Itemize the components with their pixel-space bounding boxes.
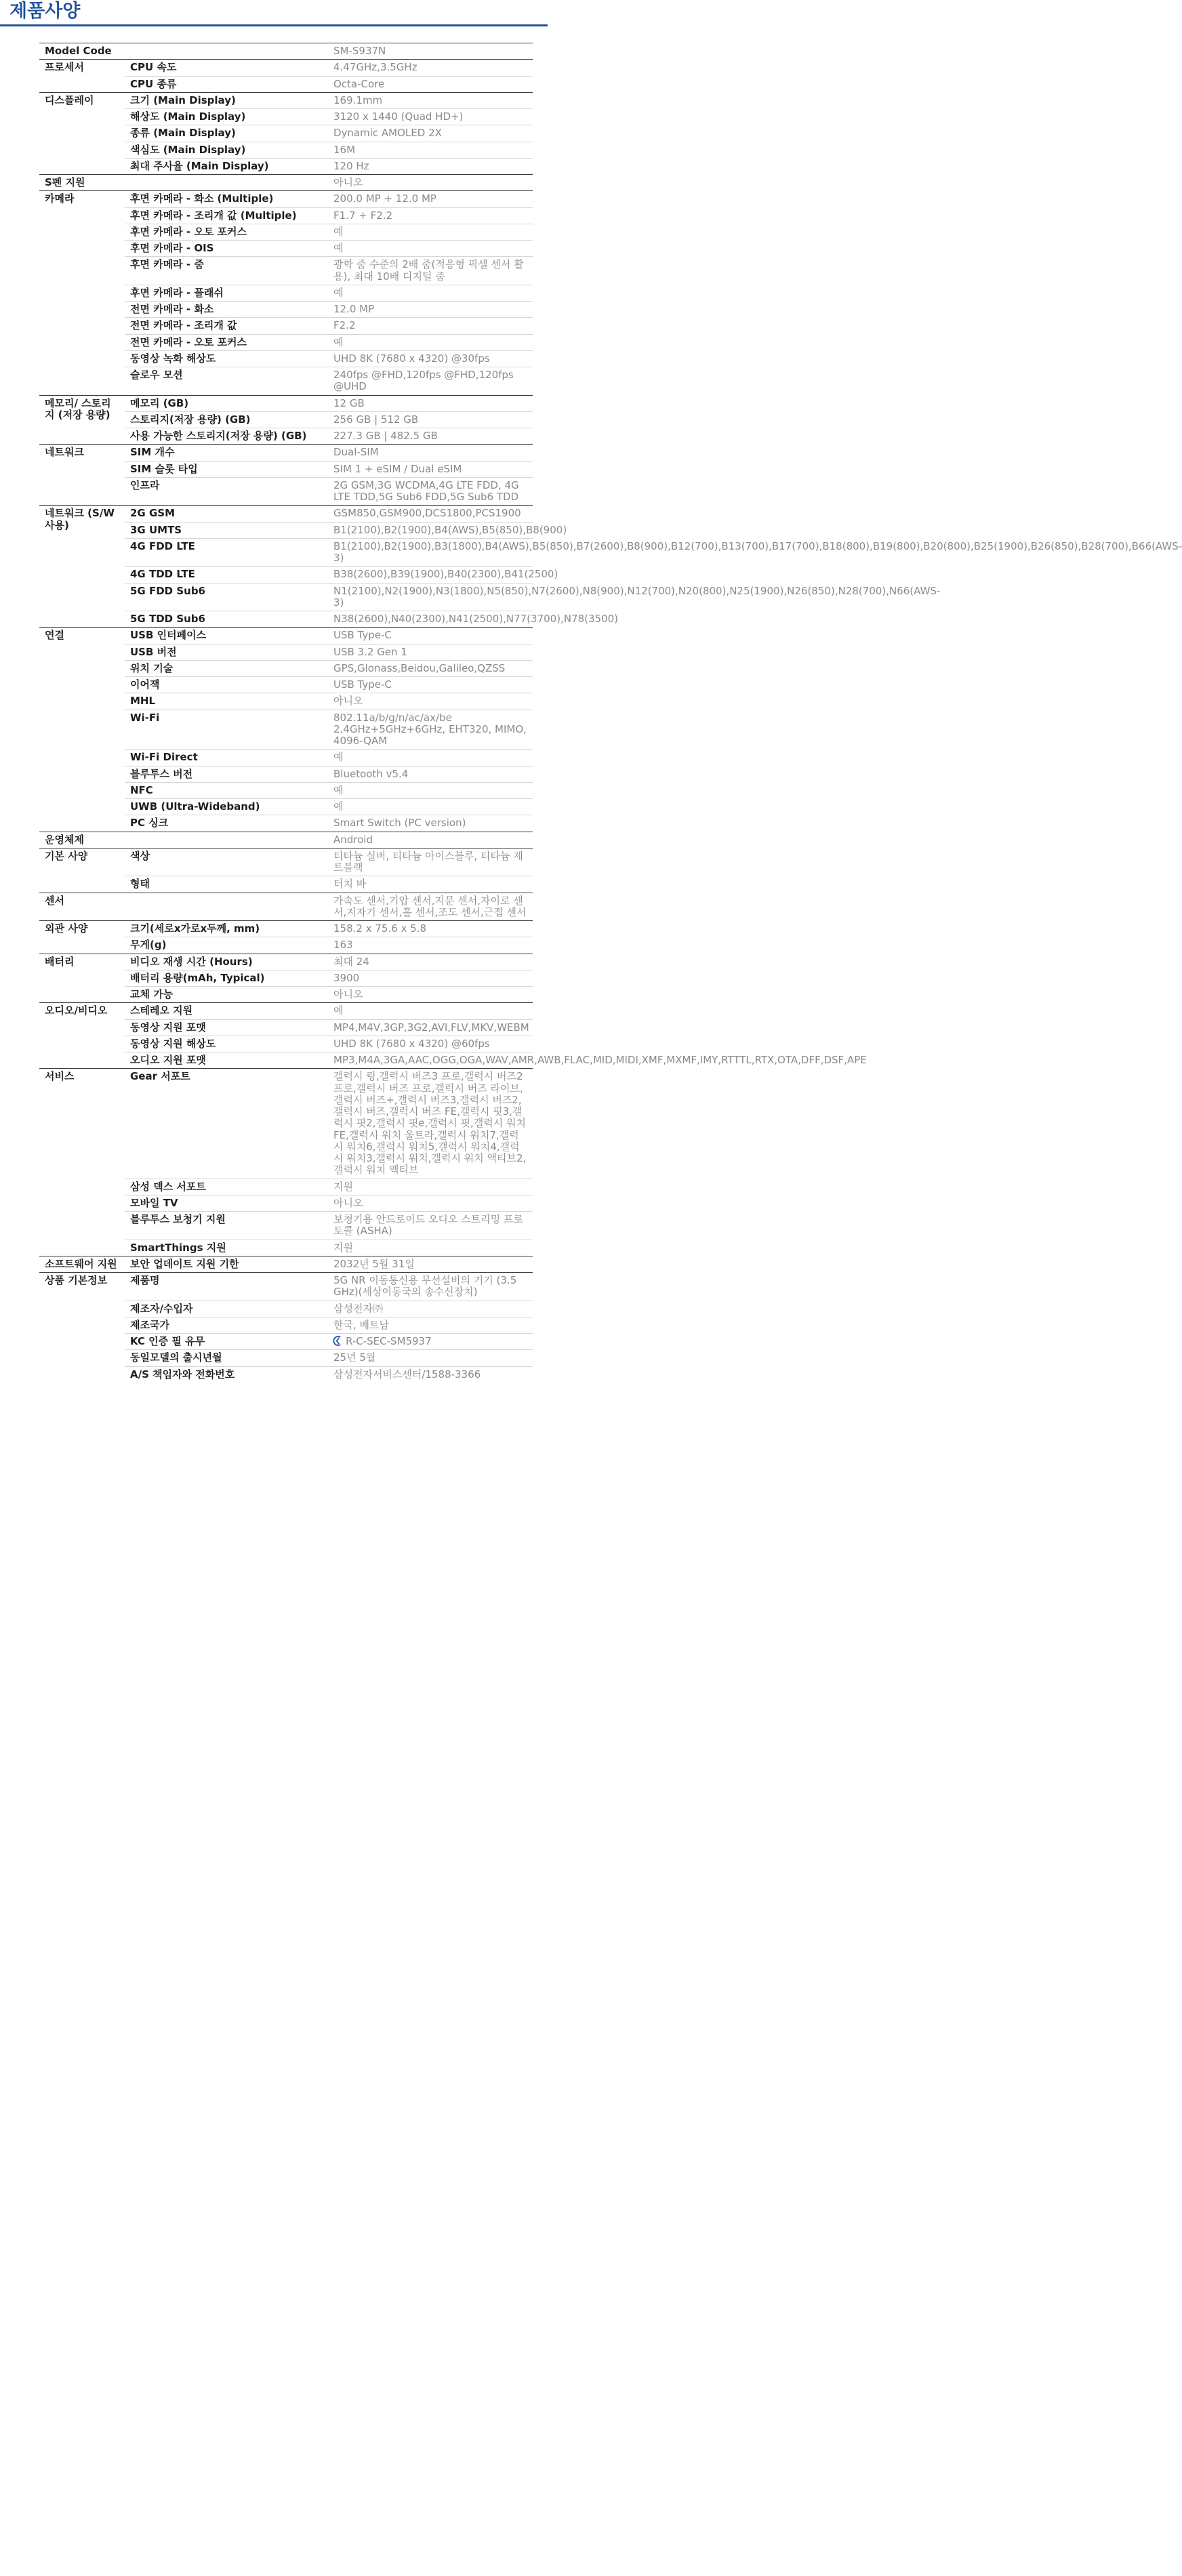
spec-category: 기본 사양 xyxy=(39,848,125,893)
spec-value: B38(2600),B39(1900),B40(2300),B41(2500) xyxy=(328,567,533,583)
spec-label: 후면 카메라 - 오토 포커스 xyxy=(125,224,328,240)
spec-label: 크기 (Main Display) xyxy=(125,92,328,108)
spec-label: 교체 가능 xyxy=(130,988,174,1000)
spec-category: 네트워크 xyxy=(39,445,125,506)
spec-value: 삼성전자㈜ xyxy=(328,1301,533,1317)
spec-label xyxy=(125,43,328,60)
spec-label xyxy=(125,893,328,921)
spec-label: 최대 주사율 (Main Display) xyxy=(130,159,269,172)
spec-label: 색상 xyxy=(125,848,328,876)
spec-label: 동영상 지원 해상도 xyxy=(125,1036,328,1052)
spec-label: CPU 속도 xyxy=(125,60,328,76)
spec-value: 가속도 센서,기압 센서,지문 센서,자이로 센서,지자기 센서,홀 센서,조도 센서,근접 센서 xyxy=(328,893,533,921)
spec-row xyxy=(39,628,533,644)
spec-value: 2032년 5월 31일 xyxy=(328,1256,533,1272)
spec-label: SmartThings 지원 xyxy=(130,1241,226,1254)
spec-label: 오디오 지원 포맷 xyxy=(130,1054,206,1066)
spec-value: SIM 1 + eSIM / Dual eSIM xyxy=(328,461,533,477)
spec-value: 200.0 MP + 12.0 MP xyxy=(328,191,533,207)
spec-value: 240fps @FHD,120fps @FHD,120fps @UHD xyxy=(333,369,514,393)
spec-label: 제품명 xyxy=(125,1273,328,1301)
spec-row xyxy=(39,60,533,76)
spec-label: 후면 카메라 - 플래쉬 xyxy=(125,285,328,301)
spec-value: Dual-SIM xyxy=(328,445,533,461)
spec-value: 120 Hz xyxy=(333,159,369,172)
spec-value: 예 xyxy=(328,799,533,815)
spec-value: F1.7 + F2.2 xyxy=(328,207,533,224)
spec-value: USB 3.2 Gen 1 xyxy=(328,644,533,660)
spec-label: KC 인증 필 유무 xyxy=(125,1334,328,1350)
spec-value: USB Type-C xyxy=(328,677,533,693)
spec-row xyxy=(39,43,533,60)
spec-label: 블루투스 버전 xyxy=(125,766,328,782)
spec-label: 사용 가능한 스토리지(저장 용량) (GB) xyxy=(130,430,307,442)
spec-value: 256 GB | 512 GB xyxy=(328,411,533,428)
spec-value: 3120 x 1440 (Quad HD+) xyxy=(328,109,533,125)
kc-certification-icon xyxy=(333,1336,344,1346)
spec-category: 카메라 xyxy=(39,191,125,395)
spec-category: 디스플레이 xyxy=(39,92,125,174)
spec-value: Bluetooth v5.4 xyxy=(328,766,533,782)
spec-label: 삼성 덱스 서포트 xyxy=(125,1179,328,1195)
spec-value: UHD 8K (7680 x 4320) @30fps xyxy=(328,350,533,367)
spec-row xyxy=(39,445,533,461)
spec-value: B1(2100),B2(1900),B3(1800),B4(AWS),B5(850),B7(2600),B8(900),B12(700),B13(700),B17(700),B18(800),B19(800),B20(800),B25(1900),B26(850),B28(700),B66(AWS-3) xyxy=(328,538,533,567)
spec-value: 예 xyxy=(328,241,533,257)
spec-value: 예 xyxy=(328,782,533,798)
spec-category: 프로세서 xyxy=(39,60,125,93)
spec-value: 보청기용 안드로이드 오디오 스트리밍 프로토콜 (ASHA) xyxy=(328,1212,533,1240)
spec-value: 지원 xyxy=(328,1179,533,1195)
spec-category: 서비스 xyxy=(39,1069,125,1256)
spec-value: UHD 8K (7680 x 4320) @60fps xyxy=(328,1036,533,1052)
spec-row xyxy=(39,1256,533,1272)
spec-value: 예 xyxy=(328,1003,533,1019)
spec-value: 예 xyxy=(328,750,533,766)
spec-category: 네트워크 (S/W 사용) xyxy=(39,506,125,628)
spec-value: Octa-Core xyxy=(333,77,385,90)
page-title: 제품사양 xyxy=(0,0,548,26)
spec-table xyxy=(39,43,1182,1383)
spec-label: 4G TDD LTE xyxy=(125,567,328,583)
spec-value: 터치 바 xyxy=(333,878,367,891)
spec-category: 연결 xyxy=(39,628,125,832)
spec-label: 동일모델의 출시년월 xyxy=(125,1350,328,1366)
spec-value: N38(2600),N40(2300),N41(2500),N77(3700),N78(3500) xyxy=(333,613,618,625)
spec-row xyxy=(39,92,533,108)
spec-label: 4G FDD LTE xyxy=(125,538,328,567)
spec-label: MHL xyxy=(125,693,328,710)
spec-value: 12.0 MP xyxy=(328,302,533,318)
spec-value: USB Type-C xyxy=(328,628,533,644)
spec-row xyxy=(39,954,533,970)
spec-label: 전면 카메라 - 오토 포커스 xyxy=(125,334,328,350)
spec-value: 갤럭시 링,갤럭시 버즈3 프로,갤럭시 버즈2 프로,갤럭시 버즈 프로,갤럭시 버즈 라이브,갤럭시 버즈+,갤럭시 버즈3,갤럭시 버즈2,갤럭시 버즈,갤럭시 버즈 FE,갤럭시 핏3,갤럭시 핏2,갤럭시 핏e,갤럭시 핏,갤럭시 워치 FE,갤럭시 워치 울트라,갤럭시 워치7,갤럭시 워치6,갤럭시 워치5,갤럭시 워치4,갤럭시 워치3,갤럭시 워치,갤럭시 워치 액티브2,갤럭시 워치 액티브 xyxy=(328,1069,533,1179)
spec-value: 예 xyxy=(328,334,533,350)
spec-row xyxy=(39,848,533,876)
spec-label: 전면 카메라 - 화소 xyxy=(125,302,328,318)
spec-value: Smart Switch (PC version) xyxy=(333,817,466,830)
spec-value: 아니오 xyxy=(333,988,363,1000)
spec-value: 한국, 베트남 xyxy=(328,1317,533,1333)
spec-row xyxy=(39,832,533,848)
spec-label: 제조국가 xyxy=(125,1317,328,1333)
spec-label: 이어잭 xyxy=(125,677,328,693)
spec-value: SM-S937N xyxy=(328,43,533,60)
spec-value: 2G GSM,3G WCDMA,4G LTE FDD, 4G LTE TDD,5G Sub6 FDD,5G Sub6 TDD xyxy=(333,478,519,503)
spec-label: 무게(g) xyxy=(130,939,167,952)
spec-value: 광학 줌 수준의 2배 줌(적응형 픽셀 센서 활용), 최대 10배 디지털 줌 xyxy=(328,257,533,285)
spec-row xyxy=(39,191,533,207)
spec-category: Model Code xyxy=(39,43,125,60)
spec-value: 4.47GHz,3.5GHz xyxy=(328,60,533,76)
spec-label: 후면 카메라 - 줌 xyxy=(125,257,328,285)
spec-value xyxy=(328,1334,533,1350)
spec-value: 3900 xyxy=(328,970,533,986)
spec-label: A/S 책임자와 전화번호 xyxy=(130,1368,235,1381)
spec-label: 2G GSM xyxy=(125,506,328,522)
kc-code: R-C-SEC-SM5937 xyxy=(346,1335,432,1347)
spec-label: 3G UMTS xyxy=(125,522,328,538)
spec-label xyxy=(125,832,328,848)
spec-label: UWB (Ultra-Wideband) xyxy=(125,799,328,815)
spec-value: N1(2100),N2(1900),N3(1800),N5(850),N7(2600),N8(900),N12(700),N20(800),N25(1900),N26(850),N28(700),N66(AWS-3) xyxy=(328,583,533,611)
spec-label: 메모리 (GB) xyxy=(125,395,328,411)
spec-label: SIM 슬롯 타입 xyxy=(125,461,328,477)
spec-value: 예 xyxy=(328,285,533,301)
spec-value: Dynamic AMOLED 2X xyxy=(328,125,533,142)
spec-row xyxy=(39,893,533,921)
spec-value: 163 xyxy=(333,939,353,952)
spec-label: 크기(세로x가로x두께, mm) xyxy=(125,921,328,937)
spec-category: 센서 xyxy=(39,893,125,921)
spec-value: 예 xyxy=(328,224,533,240)
spec-label: 배터리 용량(mAh, Typical) xyxy=(125,970,328,986)
spec-value: Android xyxy=(328,832,533,848)
spec-row xyxy=(39,175,533,191)
spec-label: 슬로우 모션 xyxy=(130,369,183,381)
spec-value: 12 GB xyxy=(328,395,533,411)
spec-value: F2.2 xyxy=(328,318,533,334)
spec-value: GPS,Glonass,Beidou,Galileo,QZSS xyxy=(328,660,533,676)
spec-label: USB 버전 xyxy=(125,644,328,660)
spec-label: 후면 카메라 - 화소 (Multiple) xyxy=(125,191,328,207)
spec-value: 아니오 xyxy=(328,175,533,191)
spec-label: 전면 카메라 - 조리개 값 xyxy=(125,318,328,334)
spec-category: 배터리 xyxy=(39,954,125,1003)
spec-value: MP4,M4V,3GP,3G2,AVI,FLV,MKV,WEBM xyxy=(328,1019,533,1036)
spec-category: 오디오/비디오 xyxy=(39,1003,125,1069)
spec-label: 해상도 (Main Display) xyxy=(125,109,328,125)
spec-label: 종류 (Main Display) xyxy=(125,125,328,142)
spec-row xyxy=(39,506,533,522)
spec-row xyxy=(39,395,533,411)
spec-value: B1(2100),B2(1900),B4(AWS),B5(850),B8(900) xyxy=(328,522,533,538)
spec-label: 5G FDD Sub6 xyxy=(125,583,328,611)
spec-label: 제조자/수입자 xyxy=(125,1301,328,1317)
spec-row xyxy=(39,1003,533,1019)
spec-row xyxy=(39,1273,533,1301)
spec-category: 외관 사양 xyxy=(39,921,125,954)
spec-value: 25년 5월 xyxy=(328,1350,533,1366)
spec-label: 동영상 녹화 해상도 xyxy=(125,350,328,367)
spec-label: Gear 서포트 xyxy=(125,1069,328,1179)
spec-label: SIM 개수 xyxy=(125,445,328,461)
spec-value: MP3,M4A,3GA,AAC,OGG,OGA,WAV,AMR,AWB,FLAC,MID,MIDI,XMF,MXMF,IMY,RTTTL,RTX,OTA,DFF,DSF,APE xyxy=(333,1054,867,1066)
spec-label: 보안 업데이트 지원 기한 xyxy=(125,1256,328,1272)
spec-label: 위치 기술 xyxy=(125,660,328,676)
spec-label: 비디오 재생 시간 (Hours) xyxy=(125,954,328,970)
spec-table-body xyxy=(39,43,1182,1383)
spec-label: 스테레오 지원 xyxy=(125,1003,328,1019)
spec-label: 동영상 지원 포맷 xyxy=(125,1019,328,1036)
spec-label: 색심도 (Main Display) xyxy=(125,142,328,158)
spec-category: S펜 지원 xyxy=(39,175,125,191)
spec-label: 모바일 TV xyxy=(125,1195,328,1211)
spec-value: 삼성전자서비스센터/1588-3366 xyxy=(333,1368,481,1381)
spec-label: 블루투스 보청기 지원 xyxy=(125,1212,328,1240)
spec-row xyxy=(39,921,533,937)
spec-label: 인프라 xyxy=(130,478,160,491)
spec-value: 169.1mm xyxy=(328,92,533,108)
spec-category: 상품 기본정보 xyxy=(39,1273,125,1383)
spec-value: 아니오 xyxy=(328,1195,533,1211)
spec-value: GSM850,GSM900,DCS1800,PCS1900 xyxy=(328,506,533,522)
spec-value: 지원 xyxy=(333,1241,353,1254)
spec-label xyxy=(125,175,328,191)
spec-label: USB 인터페이스 xyxy=(125,628,328,644)
spec-value: 16M xyxy=(328,142,533,158)
spec-label: 형태 xyxy=(130,878,150,891)
spec-value: 최대 24 xyxy=(328,954,533,970)
spec-category: 운영체제 xyxy=(39,832,125,848)
spec-category: 소프트웨어 지원 xyxy=(39,1256,125,1272)
spec-category: 메모리/ 스토리지 (저장 용량) xyxy=(39,395,125,445)
spec-row xyxy=(39,1069,533,1179)
spec-label: 후면 카메라 - OIS xyxy=(125,241,328,257)
spec-label: CPU 종류 xyxy=(130,77,177,90)
spec-label: 5G TDD Sub6 xyxy=(130,613,205,625)
spec-value: 5G NR 이동통신용 무선설비의 기기 (3.5 GHz)(세상이동국의 송수신장치) xyxy=(328,1273,533,1301)
spec-label: 스토리지(저장 용량) (GB) xyxy=(125,411,328,428)
spec-label: 후면 카메라 - 조리개 값 (Multiple) xyxy=(125,207,328,224)
spec-label: PC 싱크 xyxy=(130,817,169,830)
spec-value: 아니오 xyxy=(328,693,533,710)
spec-value: 158.2 x 75.6 x 5.8 xyxy=(328,921,533,937)
spec-label: Wi-Fi xyxy=(125,710,328,750)
spec-label: NFC xyxy=(125,782,328,798)
spec-value: 227.3 GB | 482.5 GB xyxy=(333,430,438,442)
spec-label: Wi-Fi Direct xyxy=(125,750,328,766)
spec-value: 티타늄 실버, 티타늄 아이스블루, 티타늄 제트블랙 xyxy=(328,848,533,876)
spec-value: 802.11a/b/g/n/ac/ax/be 2.4GHz+5GHz+6GHz, EHT320, MIMO, 4096-QAM xyxy=(328,710,533,750)
